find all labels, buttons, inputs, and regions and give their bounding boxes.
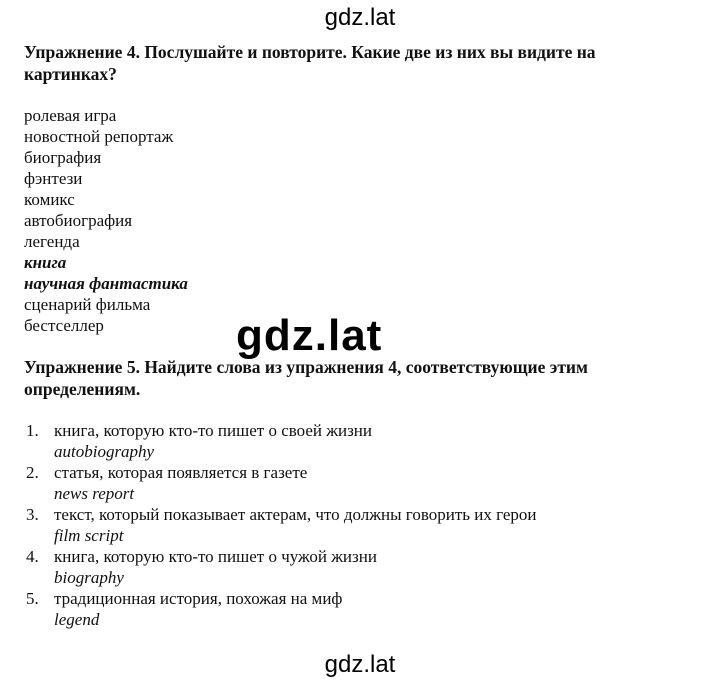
word-item-highlighted: научная фантастика bbox=[24, 274, 188, 293]
answer-text: film script bbox=[54, 526, 124, 545]
answer-text: biography bbox=[54, 568, 124, 587]
definition-item bbox=[24, 504, 537, 546]
definition-item bbox=[24, 462, 537, 504]
definition-text: статья, которая появляется в газете bbox=[54, 463, 308, 482]
exercise-4-word-list bbox=[24, 105, 188, 336]
item-number: 1. bbox=[26, 421, 39, 440]
word-item: ролевая игра bbox=[24, 106, 117, 125]
definition-text: книга, которую кто-то пишет о своей жизни bbox=[54, 421, 373, 440]
exercise-5-heading: Упражнение 5. Найдите слова из упражнения 4, соответствующие этим определениям. bbox=[24, 357, 588, 399]
watermark-bottom: gdz.lat bbox=[324, 651, 396, 678]
exercise-4-heading: Упражнение 4. Послушайте и повторите. Какие две из них вы видите на картинках? bbox=[24, 42, 596, 84]
word-item: автобиография bbox=[24, 211, 133, 230]
item-number: 4. bbox=[26, 547, 39, 566]
answer-text: news report bbox=[54, 484, 135, 503]
definition-text: книга, которую кто-то пишет о чужой жизни bbox=[54, 547, 377, 566]
item-number: 2. bbox=[26, 463, 39, 482]
definition-text: традиционная история, похожая на миф bbox=[54, 589, 343, 608]
answer-text: legend bbox=[54, 610, 100, 629]
definition-text: текст, который показывает актерам, что должны говорить их герои bbox=[54, 505, 537, 524]
item-number: 3. bbox=[26, 505, 39, 524]
watermark-middle: gdz.lat bbox=[236, 311, 383, 360]
word-item-highlighted: книга bbox=[24, 253, 67, 272]
exercise-5-definition-list bbox=[24, 420, 537, 630]
item-number: 5. bbox=[26, 589, 39, 608]
definition-item bbox=[24, 588, 537, 630]
word-item: биография bbox=[24, 148, 102, 167]
word-item: сценарий фильма bbox=[24, 295, 151, 314]
definition-item bbox=[24, 420, 537, 462]
word-item: комикс bbox=[24, 190, 75, 209]
definition-item bbox=[24, 546, 537, 588]
watermark-top: gdz.lat bbox=[324, 4, 396, 31]
word-item: новостной репортаж bbox=[24, 127, 174, 146]
word-item: легенда bbox=[24, 232, 80, 251]
answer-text: autobiography bbox=[54, 442, 155, 461]
word-item: фэнтези bbox=[24, 169, 83, 188]
word-item: бестселлер bbox=[24, 316, 104, 335]
